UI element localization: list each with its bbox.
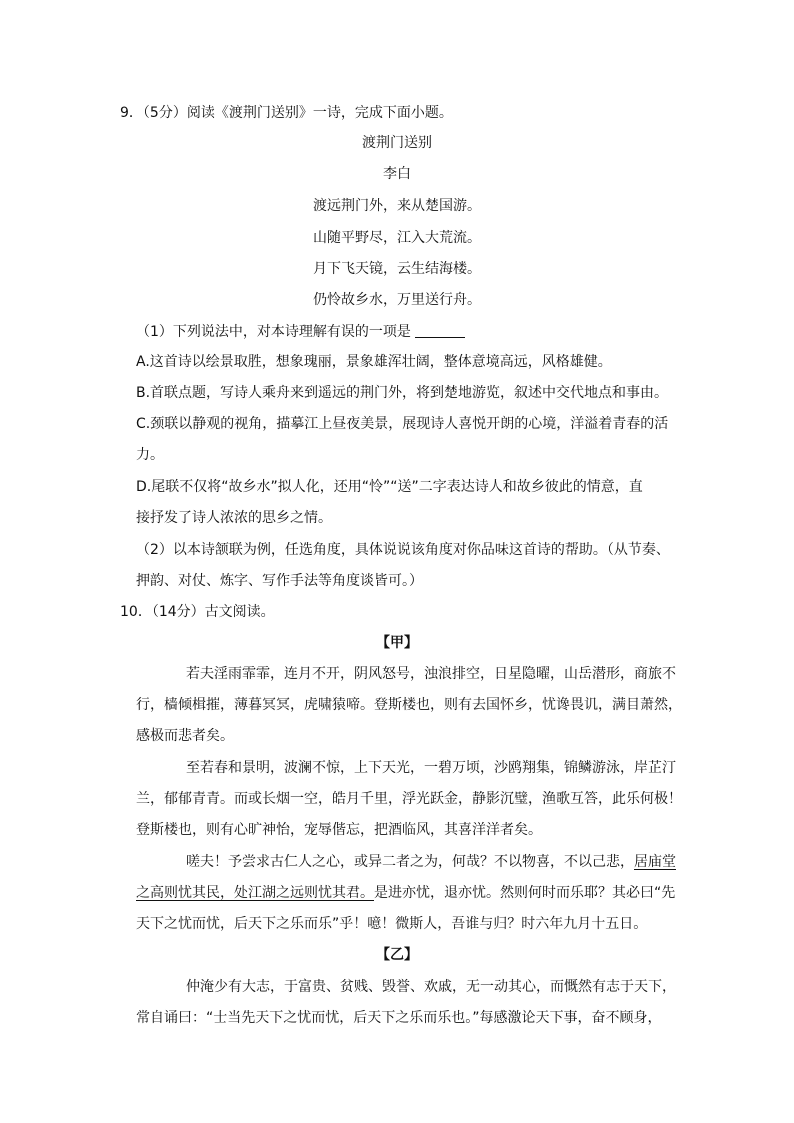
poem-line: 仍怜故乡水，万里送行舟。 xyxy=(313,292,481,308)
option-d-cont: 接抒发了诗人浓浓的思乡之情。 xyxy=(136,510,332,526)
poem-line: 月下飞天镜，云生结海楼。 xyxy=(313,261,481,277)
underlined-sentence: 居庙堂 xyxy=(634,854,676,870)
q9-header: 9．（5分）阅读《渡荆门送别》一诗，完成下面小题。 xyxy=(120,105,453,121)
passage-jia-heading: 【甲】 xyxy=(376,635,418,651)
yi-paragraph-1-line: 常自诵曰：“士当先天下之忧而忧，后天下之乐而乐也。”每感激论天下事，奋不顾身， xyxy=(136,1010,662,1026)
q10-header: 10．（14分）古文阅读。 xyxy=(120,604,275,620)
option-b: B.首联点题，写诗人乘舟来到遥远的荆门外，将到楚地游览，叙述中交代地点和事由。 xyxy=(136,385,669,401)
poem-author: 李白 xyxy=(383,166,411,182)
jia-paragraph-1: 若夫淫雨霏霏，连月不开，阴风怒号，浊浪排空，日星隐曜，山岳潜形，商旅不 xyxy=(186,666,676,682)
option-d: D.尾联不仅将“故乡水”拟人化，还用“怜”“送”二字表达诗人和故乡彼此的情意，直 xyxy=(136,479,643,495)
jia-paragraph-1-line: 感极而悲者矣。 xyxy=(136,728,234,744)
jia-paragraph-2-line: 兰，郁郁青青。而或长烟一空，皓月千里，浮光跃金，静影沉璧，渔歌互答，此乐何极！ xyxy=(136,791,682,807)
poem-line: 山随平野尽，江入大荒流。 xyxy=(313,230,481,246)
sub-question-1-text: （1）下列说法中，对本诗理解有误的一项是 xyxy=(136,324,411,340)
passage-yi-heading: 【乙】 xyxy=(376,947,418,963)
jia-paragraph-1-line: 行，樯倾楫摧，薄暮冥冥，虎啸猿啼。登斯楼也，则有去国怀乡，忧谗畏讥，满目萧然， xyxy=(136,697,682,713)
sub-question-2: （2）以本诗颔联为例，任选角度，具体说说该角度对你品味这首诗的帮助。（从节奏、 xyxy=(136,542,670,558)
jia-paragraph-3-line xyxy=(136,883,675,903)
option-c: C.颈联以静观的视角，描摹江上昼夜美景，展现诗人喜悦开朗的心境，洋溢着青春的活 xyxy=(136,416,669,432)
jia-paragraph-2: 至若春和景明，波澜不惊，上下天光，一碧万顷，沙鸥翔集，锦鳞游泳，岸芷汀 xyxy=(186,760,676,776)
answer-blank[interactable] xyxy=(415,323,465,338)
poem-title: 渡荆门送别 xyxy=(362,135,432,151)
jia-paragraph-3 xyxy=(186,852,676,872)
poem-line: 渡远荆门外，来从楚国游。 xyxy=(313,198,481,214)
yi-paragraph-1: 仲淹少有大志，于富贵、贫贱、毁誉、欢戚，无一动其心，而慨然有志于天下， xyxy=(186,979,676,995)
sub-question-2-cont: 押韵、对仗、炼字、写作手法等角度谈皆可。） xyxy=(136,573,423,589)
underlined-sentence-cont: 之高则忧其民，处江湖之远则忧其君。 xyxy=(136,885,374,901)
option-c-cont: 力。 xyxy=(136,447,164,463)
jia-paragraph-3-line: 天下之忧而忧，后天下之乐而乐”乎！噫！微斯人，吾谁与归？时六年九月十五日。 xyxy=(136,916,648,932)
sub-question-1 xyxy=(136,322,465,342)
jia-paragraph-2-line: 登斯楼也，则有心旷神怡，宠辱偕忘，把酒临风，其喜洋洋者矣。 xyxy=(136,822,542,838)
jia-p3-text: 是进亦忧，退亦忧。然则何时而乐耶？其必曰“先 xyxy=(374,885,676,901)
jia-p3-text: 嗟夫！予尝求古仁人之心，或异二者之为，何哉？不以物喜，不以己悲， xyxy=(186,854,634,870)
option-a: A.这首诗以绘景取胜，想象瑰丽，景象雄浑壮阔，整体意境高远，风格雄健。 xyxy=(136,354,612,370)
